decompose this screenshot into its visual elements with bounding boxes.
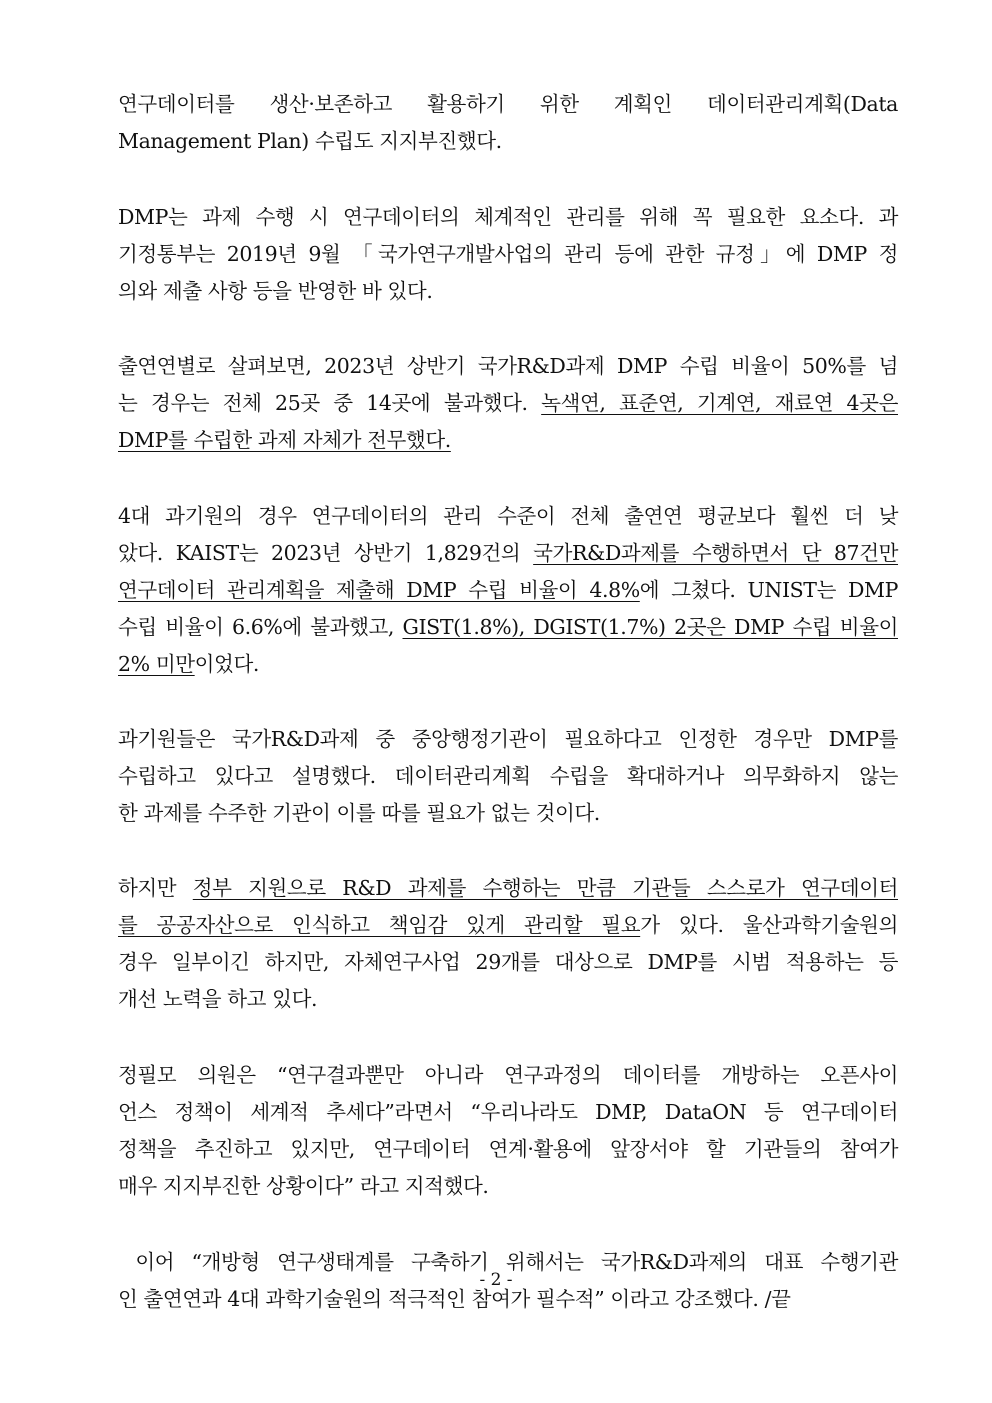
paragraph-dmp-definition (118, 199, 898, 310)
text-line (118, 385, 898, 422)
text-line (118, 535, 898, 572)
text-run: 수립하고 있다고 설명했다. 데이터관리계획 수립을 확대하거나 의무화하지 않는 (118, 764, 898, 788)
paragraph-public-asset (118, 870, 898, 1018)
text-run: DMP는 과제 수행 시 연구데이터의 체계적인 관리를 위해 꼭 필요한 요소다. 과 (118, 205, 898, 229)
text-line (118, 123, 898, 160)
text-line (118, 981, 898, 1018)
text-run: 에 그쳤다. UNIST는 DMP (639, 578, 898, 602)
text-line (118, 86, 898, 123)
text-run: 하지만 (118, 876, 193, 900)
text-line (118, 1057, 898, 1094)
text-line (118, 907, 898, 944)
text-line (118, 1168, 898, 1205)
underlined-text: 국가R&D과제를 수행하면서 단 87건만 (533, 541, 899, 565)
text-line (118, 758, 898, 795)
text-run: 과기원들은 국가R&D과제 중 중앙행정기관이 필요하다고 인정한 경우만 DMP를 (118, 727, 898, 751)
text-run: 이었다. (194, 652, 259, 676)
underlined-text: 녹색연, 표준연, 기계연, 재료연 4곳은 (541, 391, 898, 415)
paragraph-institutes-explanation (118, 721, 898, 832)
text-run: 개선 노력을 하고 있다. (118, 987, 318, 1011)
text-run: 출연연별로 살펴보면, 2023년 상반기 국가R&D과제 DMP 수립 비율이 50%를 넘 (118, 354, 898, 378)
text-run: 연구데이터를 생산·보존하고 활용하기 위한 계획인 데이터관리계획(Data (118, 92, 898, 116)
text-run: 정책을 추진하고 있지만, 연구데이터 연계·활용에 앞장서야 할 기관들의 참여가 (118, 1137, 898, 1161)
text-run: 매우 지지부진한 상황이다” 라고 지적했다. (118, 1174, 489, 1198)
text-run: Management Plan) 수립도 지지부진했다. (118, 129, 502, 153)
text-line (118, 348, 898, 385)
text-line (118, 572, 898, 609)
underlined-text: GIST(1.8%), DGIST(1.7%) 2곳은 DMP 수립 비율이 (402, 615, 898, 639)
text-run: 는 경우는 전체 25곳 중 14곳에 불과했다. (118, 391, 542, 415)
text-run: 이어 “개방형 연구생태계를 구축하기 위해서는 국가R&D과제의 대표 수행기관 (118, 1250, 898, 1274)
text-line (118, 870, 898, 907)
text-run: 언스 정책이 세계적 추세다”라면서 “우리나라도 DMP, DataON 등 연구데이터 (118, 1100, 898, 1124)
paragraph-lawmaker-quote (118, 1057, 898, 1205)
page-number: - 2 - (479, 1270, 513, 1290)
text-line (118, 609, 898, 646)
text-run: 았다. KAIST는 2023년 상반기 1,829건의 (118, 541, 534, 565)
underlined-text: 정부 지원으로 R&D 과제를 수행하는 만큼 기관들 스스로가 연구데이터 (192, 876, 898, 900)
text-run: 4대 과기원의 경우 연구데이터의 관리 수준이 전체 출연연 평균보다 훨씬 더 낮 (118, 504, 898, 528)
text-run: 정필모 의원은 “연구결과뿐만 아니라 연구과정의 데이터를 개방하는 오픈사이 (118, 1063, 898, 1087)
text-line (118, 273, 898, 310)
text-line (118, 795, 898, 832)
text-line (118, 1131, 898, 1168)
text-run: 기정통부는 2019년 9월 「국가연구개발사업의 관리 등에 관한 규정」에 DMP 정 (118, 242, 898, 266)
text-line (118, 944, 898, 981)
paragraph-science-institutes (118, 498, 898, 683)
text-run: 경우 일부이긴 하지만, 자체연구사업 29개를 대상으로 DMP를 시범 적용하는 등 (118, 950, 898, 974)
underlined-text: 2% 미만 (118, 652, 195, 676)
underlined-text: 를 공공자산으로 인식하고 책임감 있게 관리할 필요 (118, 913, 641, 937)
underlined-text: 연구데이터 관리계획을 제출해 DMP 수립 비율이 4.8% (118, 578, 640, 602)
paragraph-dmp-intro (118, 86, 898, 160)
text-line (118, 721, 898, 758)
text-run: 가 있다. 울산과학기술원의 (640, 913, 898, 937)
text-line (118, 199, 898, 236)
paragraph-research-institutes (118, 348, 898, 459)
text-line (118, 236, 898, 273)
text-run: 의와 제출 사항 등을 반영한 바 있다. (118, 279, 433, 303)
text-line (118, 498, 898, 535)
text-run: 수립 비율이 6.6%에 불과했고, (118, 615, 403, 639)
text-line (118, 646, 898, 683)
text-line (118, 1094, 898, 1131)
text-run: 인 출연연과 4대 과학기술원의 적극적인 참여가 필수적” 이라고 강조했다. /끝 (118, 1287, 791, 1311)
text-line (118, 422, 898, 459)
text-run: 한 과제를 수주한 기관이 이를 따를 필요가 없는 것이다. (118, 801, 600, 825)
underlined-text: DMP를 수립한 과제 자체가 전무했다. (118, 428, 451, 452)
